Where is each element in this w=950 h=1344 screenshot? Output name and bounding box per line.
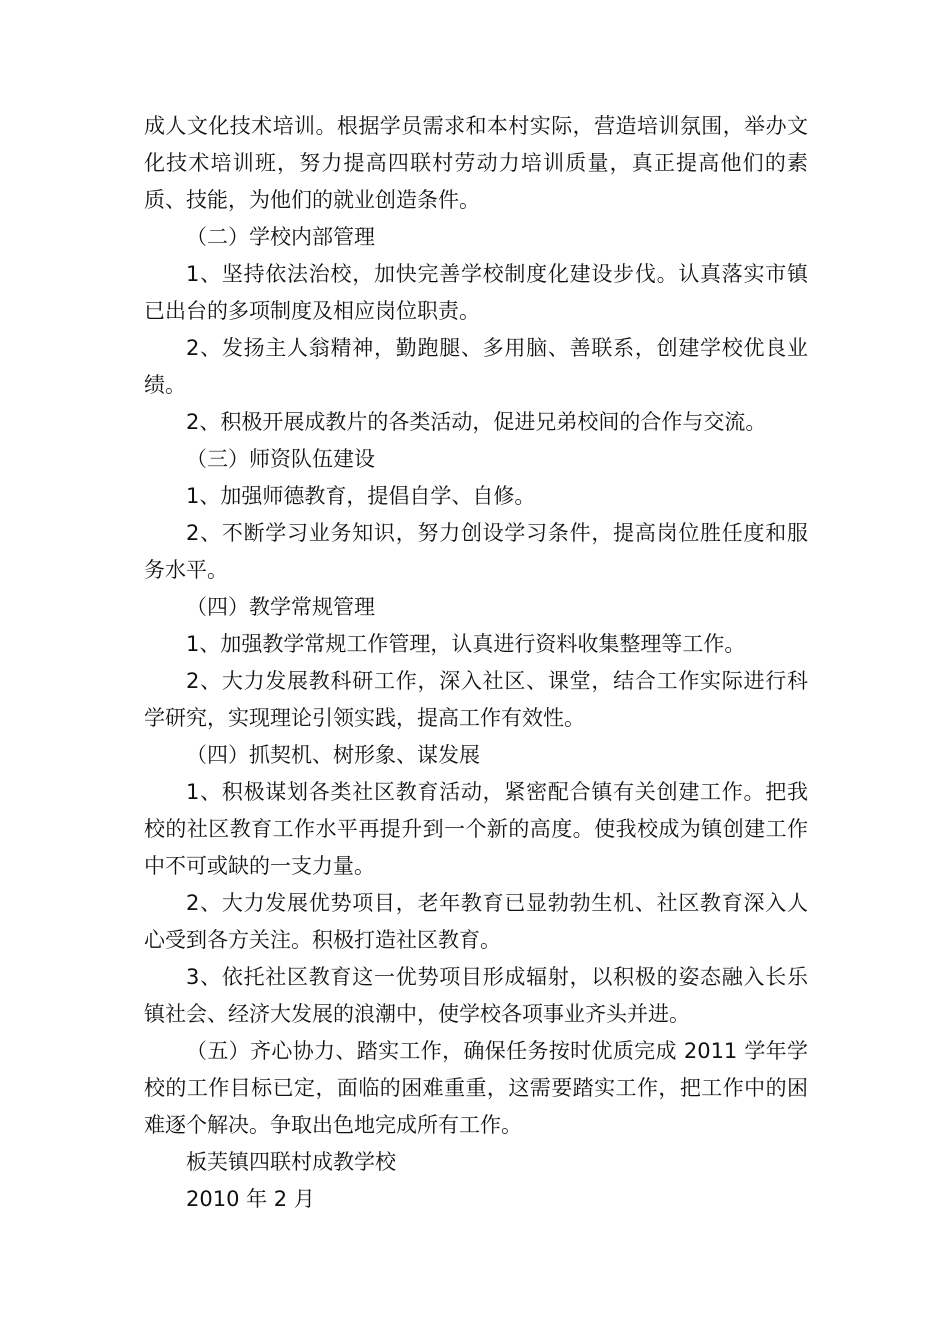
paragraph: 1、积极谋划各类社区教育活动，紧密配合镇有关创建工作。把我校的社区教育工作水平再提升到一个新的高度。使我校成为镇创建工作中不可或缺的一支力量。 [144, 780, 808, 878]
paragraph-continuation: 成人文化技术培训。根据学员需求和本村实际，营造培训氛围，举办文化技术培训班，努力提高四联村劳动力培训质量，真正提高他们的素质、技能，为他们的就业创造条件。 [144, 114, 808, 212]
paragraph: 1、坚持依法治校，加快完善学校制度化建设步伐。认真落实市镇已出台的多项制度及相应岗位职责。 [144, 262, 808, 323]
section-heading-teaching-routine: （四）教学常规管理 [186, 595, 375, 619]
paragraph: 2、不断学习业务知识，努力创设学习条件，提高岗位胜任度和服务水平。 [144, 521, 808, 582]
section-heading-internal-management: （二）学校内部管理 [186, 225, 375, 249]
paragraph: 1、加强教学常规工作管理，认真进行资料收集整理等工作。 [186, 632, 746, 656]
section-heading-teacher-team: （三）师资队伍建设 [186, 447, 375, 471]
paragraph: 2、积极开展成教片的各类活动，促进兄弟校间的合作与交流。 [186, 410, 767, 434]
paragraph: 3、依托社区教育这一优势项目形成辐射，以积极的姿态融入长乐镇社会、经济大发展的浪潮中，使学校各项事业齐头并进。 [144, 965, 808, 1026]
document-body [144, 108, 808, 1218]
paragraph: 2、发扬主人翁精神，勤跑腿、多用脑、善联系，创建学校优良业绩。 [144, 336, 808, 397]
section-heading-development: （四）抓契机、树形象、谋发展 [186, 743, 480, 767]
signature-school-name: 板芙镇四联村成教学校 [186, 1150, 396, 1174]
paragraph: 2、大力发展优势项目，老年教育已显勃勃生机、社区教育深入人心受到各方关注。积极打造社区教育。 [144, 891, 808, 952]
section-heading-cooperation: （五）齐心协力、踏实工作，确保任务按时优质完成 2011 学年学校的工作目标已定，面临的困难重重，这需要踏实工作，把工作中的困难逐个解决。争取出色地完成所有工作。 [144, 1039, 808, 1137]
paragraph: 2、大力发展教科研工作，深入社区、课堂，结合工作实际进行科学研究，实现理论引领实践，提高工作有效性。 [144, 669, 808, 730]
paragraph: 1、加强师德教育，提倡自学、自修。 [186, 484, 536, 508]
signature-date: 2010 年 2 月 [186, 1187, 315, 1211]
